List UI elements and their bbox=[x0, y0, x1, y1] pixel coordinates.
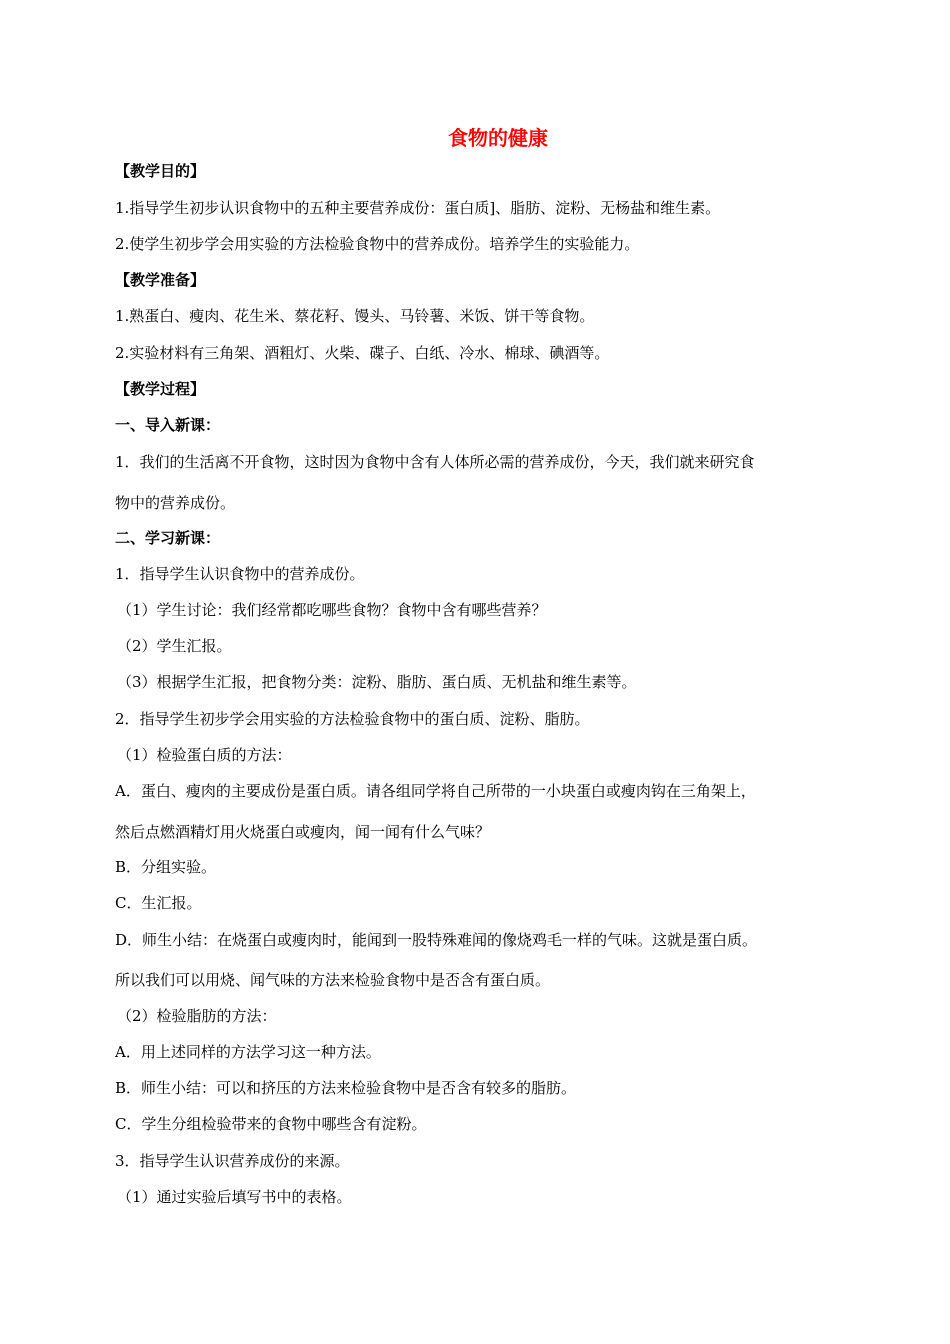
paragraph: 1．我们的生活离不开食物，这时因为食物中含有人体所必需的营养成份，今天，我们就来研究食 bbox=[115, 453, 755, 471]
document-title: 食物的健康 bbox=[448, 126, 548, 150]
paragraph: D．师生小结：在烧蛋白或瘦肉时，能闻到一股特殊难闻的像烧鸡毛一样的气味。这就是蛋白质。 bbox=[115, 931, 758, 949]
paragraph: 2．指导学生初步学会用实验的方法检验食物中的蛋白质、淀粉、脂肪。 bbox=[115, 710, 590, 728]
paragraph: A．蛋白、瘦肉的主要成份是蛋白质。请各组同学将自己所带的一小块蛋白或瘦肉钩在三角架上， bbox=[115, 782, 756, 800]
paragraph: （1）检验蛋白质的方法： bbox=[117, 746, 292, 764]
paragraph: （3）根据学生汇报，把食物分类：淀粉、脂肪、蛋白质、无机盐和维生素等。 bbox=[117, 673, 637, 691]
paragraph: （1）通过实验后填写书中的表格。 bbox=[117, 1188, 352, 1206]
paragraph: 2.实验材料有三角架、酒粗灯、火柴、碟子、白纸、冷水、棉球、碘酒等。 bbox=[115, 344, 610, 362]
paragraph: C．生汇报。 bbox=[115, 894, 202, 912]
paragraph: 物中的营养成份。 bbox=[115, 494, 236, 512]
paragraph: 1.熟蛋白、瘦肉、花生米、蔡花籽、馒头、马铃薯、米饭、饼干等食物。 bbox=[115, 307, 595, 325]
paragraph: 然后点燃酒精灯用火烧蛋白或瘦肉，闻一闻有什么气味？ bbox=[115, 823, 491, 841]
paragraph: A．用上述同样的方法学习这一种方法。 bbox=[115, 1043, 381, 1061]
section-heading-preparation: 【教学准备】 bbox=[115, 271, 206, 289]
paragraph: （2）检验脂肪的方法： bbox=[117, 1007, 277, 1025]
paragraph: （1）学生讨论：我们经常都吃哪些食物？食物中含有哪些营养？ bbox=[117, 601, 547, 619]
paragraph: B．师生小结：可以和挤压的方法来检验食物中是否含有较多的脂肪。 bbox=[115, 1079, 577, 1097]
subsection-heading-intro: 一、导入新课： bbox=[115, 416, 221, 434]
paragraph: （2）学生汇报。 bbox=[117, 637, 232, 655]
subsection-heading-new-lesson: 二、学习新课： bbox=[115, 529, 221, 547]
paragraph: C．学生分组检验带来的食物中哪些含有淀粉。 bbox=[115, 1115, 427, 1133]
paragraph: 所以我们可以用烧、闻气味的方法来检验食物中是否含有蛋白质。 bbox=[115, 971, 551, 989]
paragraph: B．分组实验。 bbox=[115, 858, 217, 876]
paragraph: 1．指导学生认识食物中的营养成份。 bbox=[115, 565, 365, 583]
paragraph: 2.使学生初步学会用实验的方法检验食物中的营养成份。培养学生的实验能力。 bbox=[115, 235, 640, 253]
paragraph: 3．指导学生认识营养成份的来源。 bbox=[115, 1152, 350, 1170]
section-heading-objectives: 【教学目的】 bbox=[115, 162, 206, 180]
section-heading-process: 【教学过程】 bbox=[115, 380, 206, 398]
paragraph: 1.指导学生初步认识食物中的五种主要营养成份：蛋白质]、脂肪、淀粉、无杨盐和维生素。 bbox=[115, 199, 721, 217]
